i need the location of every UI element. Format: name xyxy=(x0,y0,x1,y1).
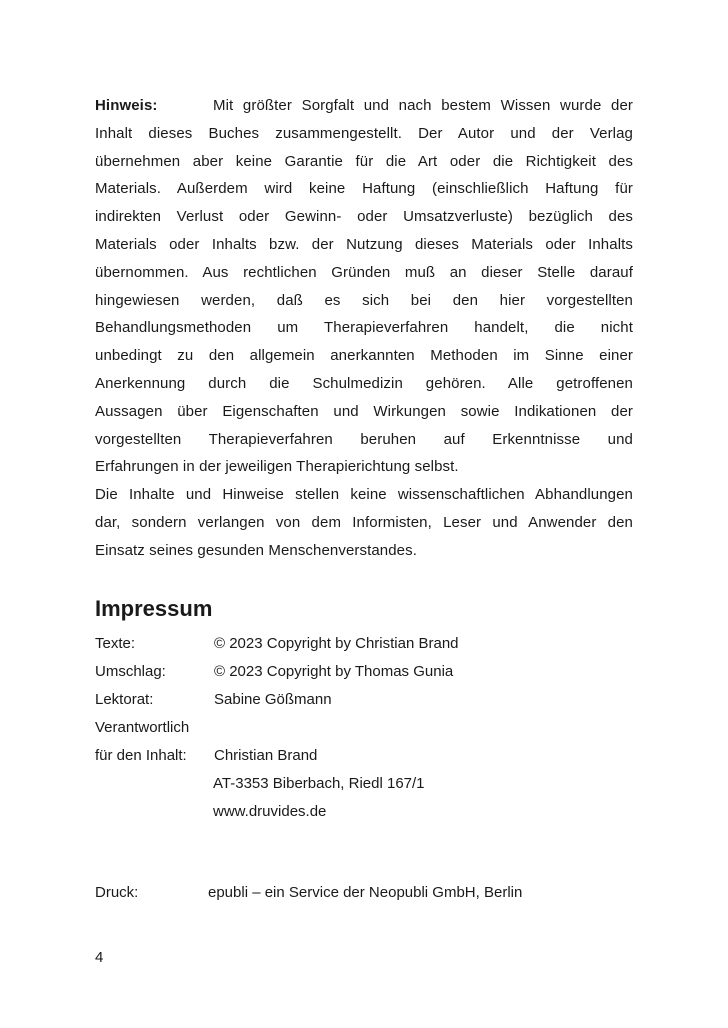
impressum-row-lektorat xyxy=(95,690,332,710)
notice-line: Die Inhalte und Hinweise stellen keine wissenschaftlichen Abhandlungen xyxy=(95,486,633,504)
page-number: 4 xyxy=(95,949,104,966)
druck-label: Druck: xyxy=(95,884,139,901)
notice-line: Behandlungsmethoden um Therapieverfahren handelt, die nicht xyxy=(95,319,633,337)
verantwortlich-value: Christian Brand xyxy=(214,747,318,764)
umschlag-value: © 2023 Copyright by Thomas Gunia xyxy=(214,663,454,680)
address: AT-3353 Biberbach, Riedl 167/1 xyxy=(213,775,425,792)
notice-line: übernommen. Aus rechtlichen Gründen muß an dieser Stelle darauf xyxy=(95,263,633,281)
notice-label: Hinweis: xyxy=(95,97,158,114)
notice-line: Aussagen über Eigenschaften und Wirkungen sowie Indikationen der xyxy=(95,402,633,420)
texte-value: © 2023 Copyright by Christian Brand xyxy=(214,635,459,652)
notice-line: vorgestellten Therapieverfahren beruhen auf Erkenntnisse und xyxy=(95,430,633,448)
impressum-row-texte xyxy=(95,634,459,654)
notice-line: Einsatz seines gesunden Menschenverstandes. xyxy=(95,541,417,559)
druck-value: epubli – ein Service der Neopubli GmbH, Berlin xyxy=(208,884,523,901)
website-link[interactable]: www.druvides.de xyxy=(213,803,327,820)
lektorat-value: Sabine Gößmann xyxy=(214,691,332,708)
impressum-row-umschlag xyxy=(95,662,453,682)
notice-line: unbedingt zu den allgemein anerkannten Methoden im Sinne einer xyxy=(95,347,633,365)
notice-line: Materials. Außerdem wird keine Haftung (einschließlich Haftung für xyxy=(95,180,633,198)
notice-line: Anerkennung durch die Schulmedizin gehören. Alle getroffenen xyxy=(95,374,633,392)
lektorat-label: Lektorat: xyxy=(95,691,154,708)
notice-line: dar, sondern verlangen von dem Informisten, Leser und Anwender den xyxy=(95,513,633,531)
umschlag-label: Umschlag: xyxy=(95,663,166,680)
notice-line: Inhalt dieses Buches zusammengestellt. Der Autor und der Verlag xyxy=(95,124,633,142)
impressum-heading: Impressum xyxy=(95,596,213,621)
notice-line: Materials oder Inhalts bzw. der Nutzung dieses Materials oder Inhalts xyxy=(95,235,633,253)
verantwortlich-label-2: für den Inhalt: xyxy=(95,747,187,764)
notice-line: Erfahrungen in der jeweiligen Therapierichtung selbst. xyxy=(95,458,459,476)
impressum-row-verantwortlich xyxy=(95,746,317,766)
notice-block xyxy=(95,92,633,565)
notice-line: indirekten Verlust oder Gewinn- oder Umsatzverluste) bezüglich des xyxy=(95,208,633,226)
notice-line: übernehmen aber keine Garantie für die Art oder die Richtigkeit des xyxy=(95,152,633,170)
notice-line: Hinweis: Mit größter Sorgfalt und nach bestem Wissen wurde der xyxy=(95,92,633,120)
texte-label: Texte: xyxy=(95,635,136,652)
notice-line: hingewiesen werden, daß es sich bei den hier vorgestellten xyxy=(95,291,633,309)
verantwortlich-label-1: Verantwortlich xyxy=(95,719,190,736)
